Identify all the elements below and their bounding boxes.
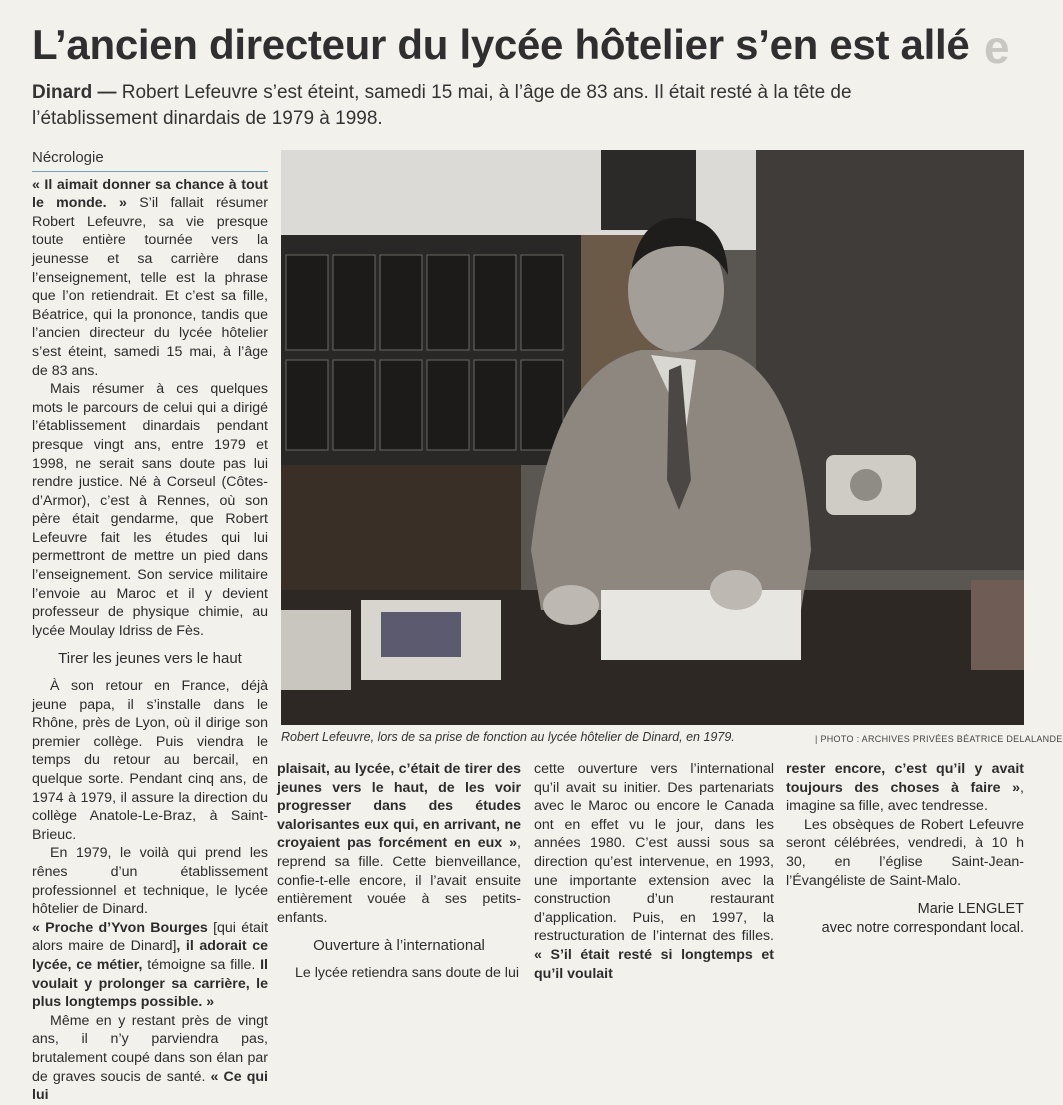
column-1	[32, 149, 268, 1105]
article-standfirst	[32, 80, 852, 132]
paragraph	[32, 919, 268, 1012]
article-photo	[281, 150, 1024, 725]
subheading: Ouverture à l’international	[313, 937, 485, 955]
paragraph	[786, 760, 1024, 816]
column-2	[277, 760, 521, 983]
paragraph: Le lycée retiendra sans doute de lui	[295, 964, 519, 981]
dateline: Dinard —	[32, 82, 117, 103]
paragraph-text: , reprend sa fille. Cette bienveillance, confie-t-elle encore, il l’avait ensuite entièrement vouée à ses petits-enfants.	[277, 835, 521, 926]
paragraph-text: [qui était alors maire de Dinard]	[32, 919, 269, 955]
byline	[790, 900, 1024, 938]
paragraph-text: , imagine sa fille, avec tendresse.	[786, 779, 1024, 815]
quote: « Ce qui lui	[32, 1068, 268, 1104]
photo-credit: | PHOTO : ARCHIVES PRIVÉES BÉATRICE DELALANDE	[815, 734, 1063, 744]
paragraph	[277, 760, 521, 927]
subheading: Tirer les jeunes vers le haut	[58, 650, 242, 668]
adjacent-article-bleed: e	[984, 21, 1010, 73]
quote: « Il aimait donner sa chance à tout le monde. »	[32, 176, 268, 212]
column-3	[534, 760, 774, 983]
paragraph-text: témoigne sa fille.	[142, 956, 256, 973]
paragraph	[534, 760, 774, 983]
author-name: Marie LENGLET	[917, 901, 1024, 917]
paragraph: En 1979, le voilà qui prend les rênes d’un établissement professionnel et technique, le lycée hôtelier de Dinard.	[32, 845, 268, 918]
quote: « Proche d’Yvon Bourges	[32, 919, 208, 936]
quote: plaisait, au lycée, c’était de tirer des jeunes vers le haut, de les voir progresser dans des études valorisantes eux qui, en arrivant, ne croyaient pas forcément en eux »	[277, 761, 521, 852]
paragraph: À son retour en France, déjà jeune papa, il s’installe dans le Rhône, près de Lyon, où il dirige son premier collège. Puis viendra le temps du retour au bercail, en quelque sorte. Pendant cinq ans, de 1974 à 1979, il assure la direction du collège Anatole-Le-Braz, à Saint-Brieuc.	[32, 678, 268, 843]
photo-illustration	[281, 150, 1024, 725]
paragraph: Mais résumer à ces quelques mots le parcours de celui qui a dirigé l’établissement dinardais pendant presque vingt ans, entre 1979 et 1998, ne serait sans doute pas lui rendre justice. Né à Corseul (Côtes-d’Armor), c’est à Rennes, où son père était gendarme, que Robert Lefeuvre fait les études qui lui permettront de mettre un pied dans l’enseignement. Son service militaire l’envoie au Maroc et il y devient professeur de physique chimie, au lycée Moulay Idriss de Fès.	[32, 381, 268, 639]
paragraph-text: cette ouverture vers l’international qu’il avait su initier. Des partenariats avec le Maroc ou encore le Canada ont en effet vu le jour, dans les années 1980. C’est aussi sous sa direction qu’est intervenue, en 1993, une importante extension avec la construction d’un restaurant d’application. Puis, en 1997, la restructuration de l’internat des filles.	[534, 761, 774, 945]
quote: rester encore, c’est qu’il y avait toujours des choses à faire »	[786, 761, 1024, 796]
photo-caption: Robert Lefeuvre, lors de sa prise de fonction au lycée hôtelier de Dinard, en 1979.	[281, 730, 735, 744]
column-4	[786, 760, 1024, 890]
article-headline: L’ancien directeur du lycée hôtelier s’en est allé	[32, 21, 970, 68]
standfirst-text: Robert Lefeuvre s’est éteint, samedi 15 mai, à l’âge de 83 ans. Il était resté à la tête de l’établissement dinardais de 1979 à 1998.	[32, 82, 852, 129]
paragraph-text: S’il fallait résumer Robert Lefeuvre, sa vie presque toute entière tournée vers la jeunesse et sa carrière dans l’enseignement, telle est la phrase que l’on retiendrait. Et c’est sa fille, Béatrice, qui la prononce, tandis que l’ancien directeur du lycée hôtelier s’est éteint, samedi 15 mai, à l’âge de 83 ans.	[32, 195, 268, 379]
paragraph: Les obsèques de Robert Lefeuvre seront célébrées, vendredi, à 10 h 30, en l’église Saint-Jean-l’Évangéliste de Saint-Malo.	[786, 816, 1024, 889]
paragraph-text: Même en y restant près de vingt ans, il n’y parviendra pas, brutalement coupé dans son élan par de graves soucis de santé.	[32, 1012, 268, 1085]
paragraph	[32, 1012, 268, 1105]
byline-credit: avec notre correspondant local.	[821, 920, 1024, 936]
quote: Il voulait y prolonger sa carrière, le plus longtemps possible. »	[32, 956, 269, 1011]
quote: , il adorait ce lycée, ce métier,	[32, 938, 268, 973]
paragraph	[32, 176, 268, 381]
quote: « S’il était resté si longtemps et qu’il voulait	[534, 946, 774, 982]
rubric-label: Nécrologie	[32, 149, 268, 172]
